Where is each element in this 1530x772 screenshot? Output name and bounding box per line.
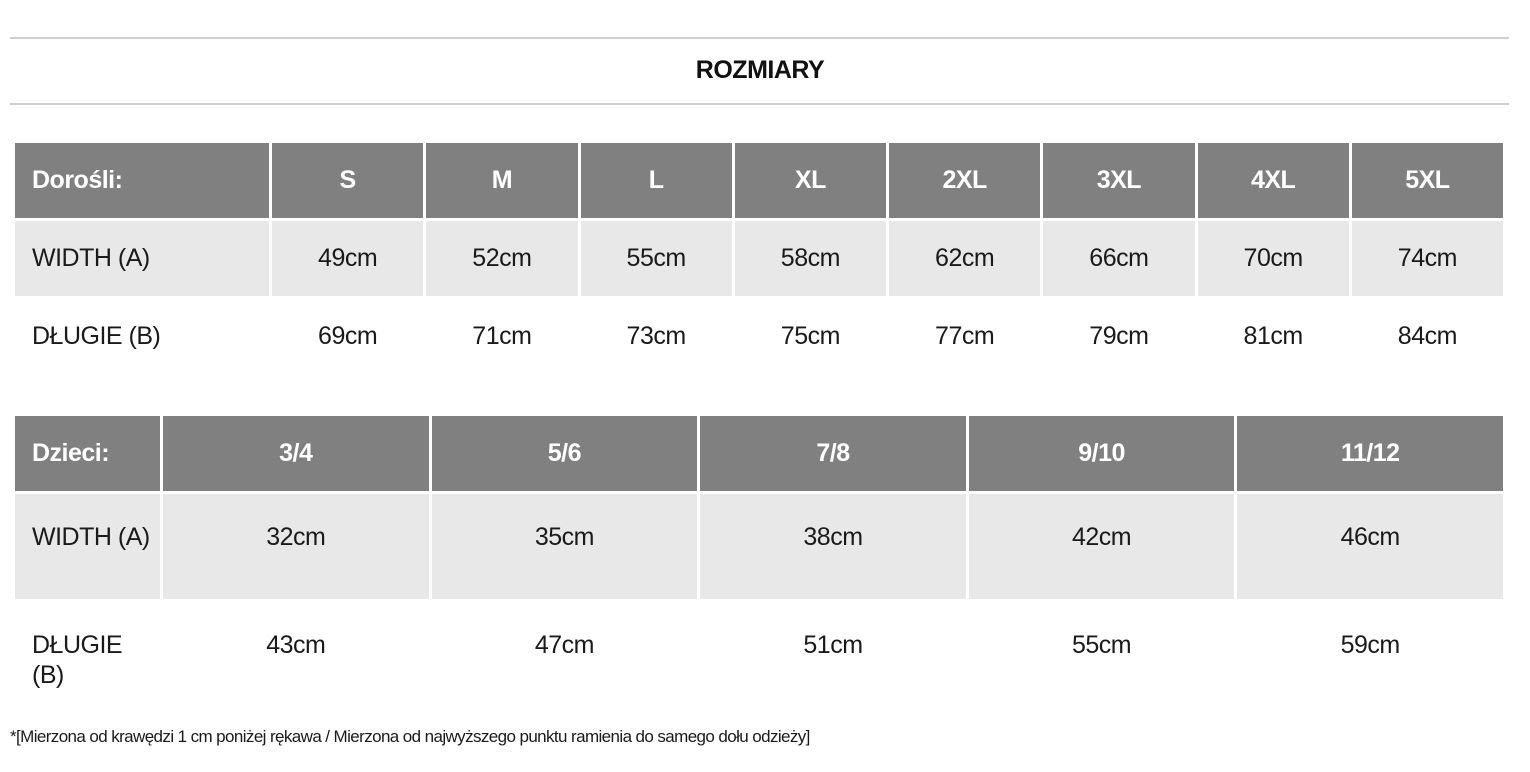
size-header: 5XL <box>1352 143 1503 218</box>
measurement-cell: 52cm <box>426 221 577 296</box>
page-title: ROZMIARY <box>695 56 825 84</box>
size-header: L <box>581 143 732 218</box>
measurement-cell: 62cm <box>889 221 1040 296</box>
title-divider <box>10 103 1509 105</box>
measurement-cell: 77cm <box>889 299 1040 374</box>
size-header: 3/4 <box>163 416 429 491</box>
table-row <box>15 299 1503 374</box>
top-divider <box>10 37 1509 39</box>
row-label: WIDTH (A) <box>15 221 269 296</box>
measurement-cell: 81cm <box>1198 299 1349 374</box>
adult-header-label: Dorośli: <box>15 143 269 218</box>
measurement-cell: 73cm <box>581 299 732 374</box>
row-label: DŁUGIE (B) <box>15 602 160 707</box>
size-header: 9/10 <box>969 416 1235 491</box>
size-header: S <box>272 143 423 218</box>
measurement-cell: 46cm <box>1237 494 1503 599</box>
adult-size-table <box>12 140 1506 377</box>
table-row <box>15 221 1503 296</box>
measurement-footnote: *[Mierzona od krawędzi 1 cm poniżej rękawa / Mierzona od najwyższego punktu ramienia do samego dołu odzieży] <box>10 727 810 746</box>
kids-header-row <box>15 416 1503 491</box>
measurement-cell: 55cm <box>581 221 732 296</box>
measurement-cell: 59cm <box>1237 602 1503 707</box>
measurement-cell: 35cm <box>432 494 698 599</box>
measurement-cell: 47cm <box>432 602 698 707</box>
measurement-cell: 51cm <box>700 602 966 707</box>
measurement-cell: 79cm <box>1043 299 1194 374</box>
size-header: 11/12 <box>1237 416 1503 491</box>
measurement-cell: 49cm <box>272 221 423 296</box>
measurement-cell: 55cm <box>969 602 1235 707</box>
kids-header-label: Dzieci: <box>15 416 160 491</box>
measurement-cell: 66cm <box>1043 221 1194 296</box>
size-header: XL <box>735 143 886 218</box>
measurement-cell: 58cm <box>735 221 886 296</box>
row-label: WIDTH (A) <box>15 494 160 599</box>
size-header: 7/8 <box>700 416 966 491</box>
measurement-cell: 32cm <box>163 494 429 599</box>
size-header: 2XL <box>889 143 1040 218</box>
measurement-cell: 74cm <box>1352 221 1503 296</box>
adult-header-row <box>15 143 1503 218</box>
measurement-cell: 43cm <box>163 602 429 707</box>
measurement-cell: 71cm <box>426 299 577 374</box>
measurement-cell: 38cm <box>700 494 966 599</box>
size-header: 3XL <box>1043 143 1194 218</box>
size-header: M <box>426 143 577 218</box>
measurement-cell: 75cm <box>735 299 886 374</box>
measurement-cell: 84cm <box>1352 299 1503 374</box>
kids-size-table <box>12 413 1506 710</box>
table-row <box>15 494 1503 599</box>
measurement-cell: 42cm <box>969 494 1235 599</box>
size-header: 5/6 <box>432 416 698 491</box>
size-header: 4XL <box>1198 143 1349 218</box>
measurement-cell: 70cm <box>1198 221 1349 296</box>
table-row <box>15 602 1503 707</box>
row-label: DŁUGIE (B) <box>15 299 269 374</box>
measurement-cell: 69cm <box>272 299 423 374</box>
